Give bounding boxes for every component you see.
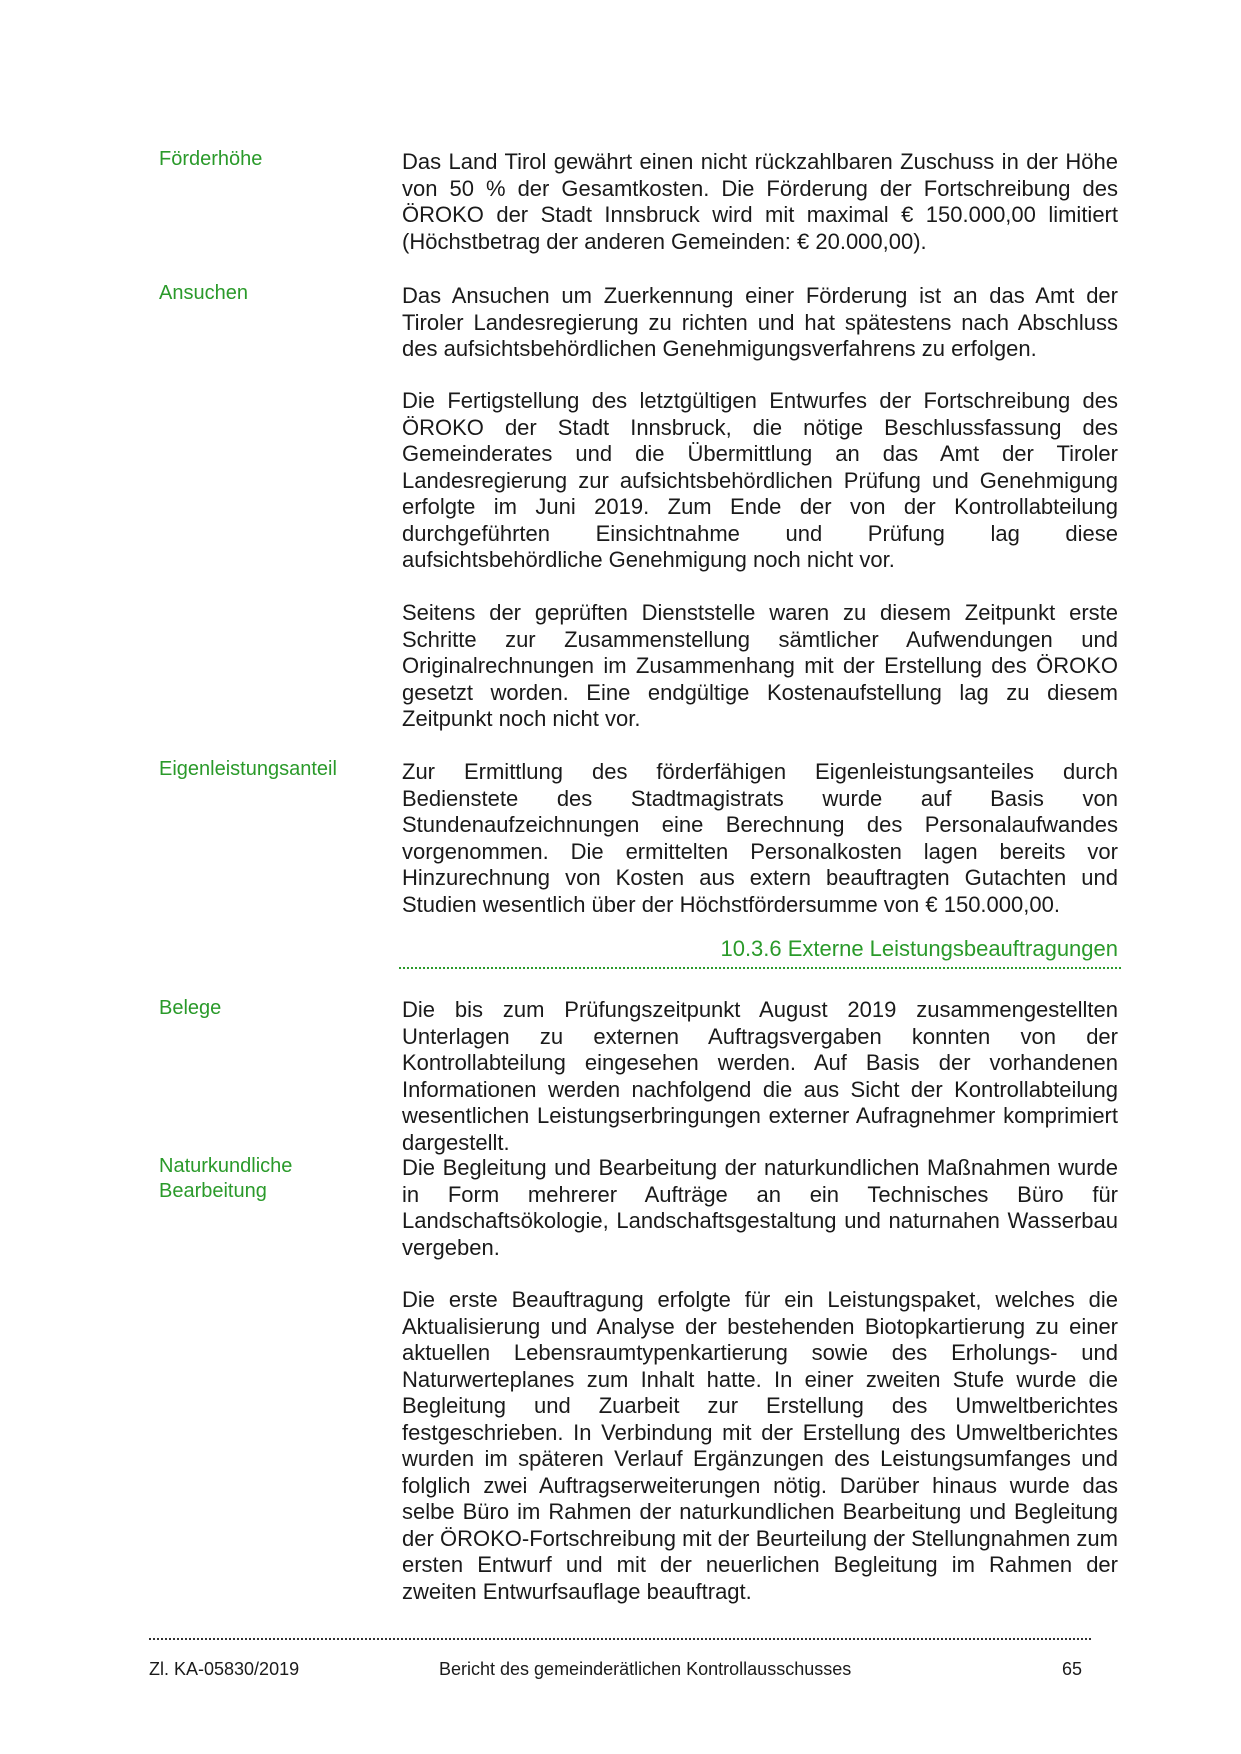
footer-page-number: 65 xyxy=(1062,1659,1083,1679)
footer-reference: Zl. KA-05830/2019 xyxy=(149,1659,300,1679)
paragraph-belege: Die bis zum Prüfungszeitpunkt August 2019 zusammengestellten Unterlagen zu externen Auftragsvergaben konnten von der Kontrollabteilung eingesehen werden. Auf Basis der vorhandenen Informationen werden nachfolgend die aus Sicht der Kontrollabteilung wesentlichen Leistungserbringungen externer Aufragnehmer komprimiert dargestellt. xyxy=(402,997,1118,1155)
margin-label-ansuchen: Ansuchen xyxy=(159,282,248,304)
paragraph-beauftragung: Die erste Beauftragung erfolgte für ein Leistungspaket, welches die Aktualisierung und Analyse der bestehenden Biotopkartierung zu einer aktuellen Lebensraumtypenkartierung sowie des Erholungs- und Naturwerteplanes zum Inhalt hatte. In einer zweiten Stufe wurde die Begleitung und Zuarbeit zur Erstellung des Umweltberichtes festgeschrieben. In Verbindung mit der Erstellung des Umweltberichtes wurden im späteren Verlauf Ergänzungen des Leistungsumfanges und folglich zwei Auftragserweiterungen nötig. Darüber hinaus wurde das selbe Büro im Rahmen der naturkundlichen Bearbeitung und Begleitung der ÖROKO-Fortschreibung mit der Beurteilung der Stellungnahmen zum ersten Entwurf und mit der neuerlichen Begleitung im Rahmen der zweiten Entwurfsauflage beauftragt. xyxy=(402,1287,1118,1604)
paragraph-ansuchen: Das Ansuchen um Zuerkennung einer Förderung ist an das Amt der Tiroler Landesregierung zu richten und hat spätestens nach Abschluss des aufsichtsbehördlichen Genehmigungsverfahrens zu erfolgen. xyxy=(402,283,1118,361)
margin-label-naturkundliche-line2: Bearbeitung xyxy=(159,1180,267,1202)
margin-label-belege: Belege xyxy=(159,997,222,1019)
paragraph-fertigstellung: Die Fertigstellung des letztgültigen Entwurfes der Fortschreibung des ÖROKO der Stadt Innsbruck, die nötige Beschlussfassung des Gemeinderates und die Übermittlung an das Amt der Tiroler Landesregierung zur aufsichtsbehördlichen Prüfung und Genehmigung erfolgte im Juni 2019. Zum Ende der von der Kontrollabteilung durchgeführten Einsichtnahme und Prüfung lag diese aufsichtsbehördliche Genehmigung noch nicht vor. xyxy=(402,388,1118,572)
paragraph-eigenleistung: Zur Ermittlung des förderfähigen Eigenleistungsanteiles durch Bedienstete des Stadtmagistrats wurde auf Basis von Stundenaufzeichnungen eine Berechnung des Personalaufwandes vorgenommen. Die ermittelten Personalkosten lagen bereits vor Hinzurechnung von Kosten aus extern beauftragten Gutachten und Studien wesentlich über der Höchstfördersumme von € 150.000,00. xyxy=(402,759,1118,917)
footer-title: Bericht des gemeinderätlichen Kontrollausschusses xyxy=(439,1659,852,1679)
footer-divider xyxy=(149,1638,1091,1640)
paragraph-naturkundlich: Die Begleitung und Bearbeitung der naturkundlichen Maßnahmen wurde in Form mehrerer Aufträge an ein Technisches Büro für Landschaftsökologie, Landschaftsgestaltung und naturnahen Wasserbau vergeben. xyxy=(402,1155,1118,1260)
section-divider xyxy=(399,967,1121,969)
margin-label-eigenleistung: Eigenleistungsanteil xyxy=(159,758,337,780)
margin-label-foerderhoehe: Förderhöhe xyxy=(159,148,263,170)
margin-label-naturkundliche xyxy=(159,1154,369,1204)
paragraph-dienststelle: Seitens der geprüften Dienststelle waren zu diesem Zeitpunkt erste Schritte zur Zusammenstellung sämtlicher Aufwendungen und Originalrechnungen im Zusammenhang mit der Erstellung des ÖROKO gesetzt worden. Eine endgültige Kostenaufstellung lag zu diesem Zeitpunkt noch nicht vor. xyxy=(402,600,1118,731)
section-heading: 10.3.6 Externe Leistungsbeauftragungen xyxy=(720,936,1118,961)
paragraph-foerderhoehe: Das Land Tirol gewährt einen nicht rückzahlbaren Zuschuss in der Höhe von 50 % der Gesamtkosten. Die Förderung der Fortschreibung des ÖROKO der Stadt Innsbruck wird mit maximal € 150.000,00 limitiert (Höchstbetrag der anderen Gemeinden: € 20.000,00). xyxy=(402,149,1118,254)
margin-label-naturkundliche-line1: Naturkundliche xyxy=(159,1155,293,1177)
